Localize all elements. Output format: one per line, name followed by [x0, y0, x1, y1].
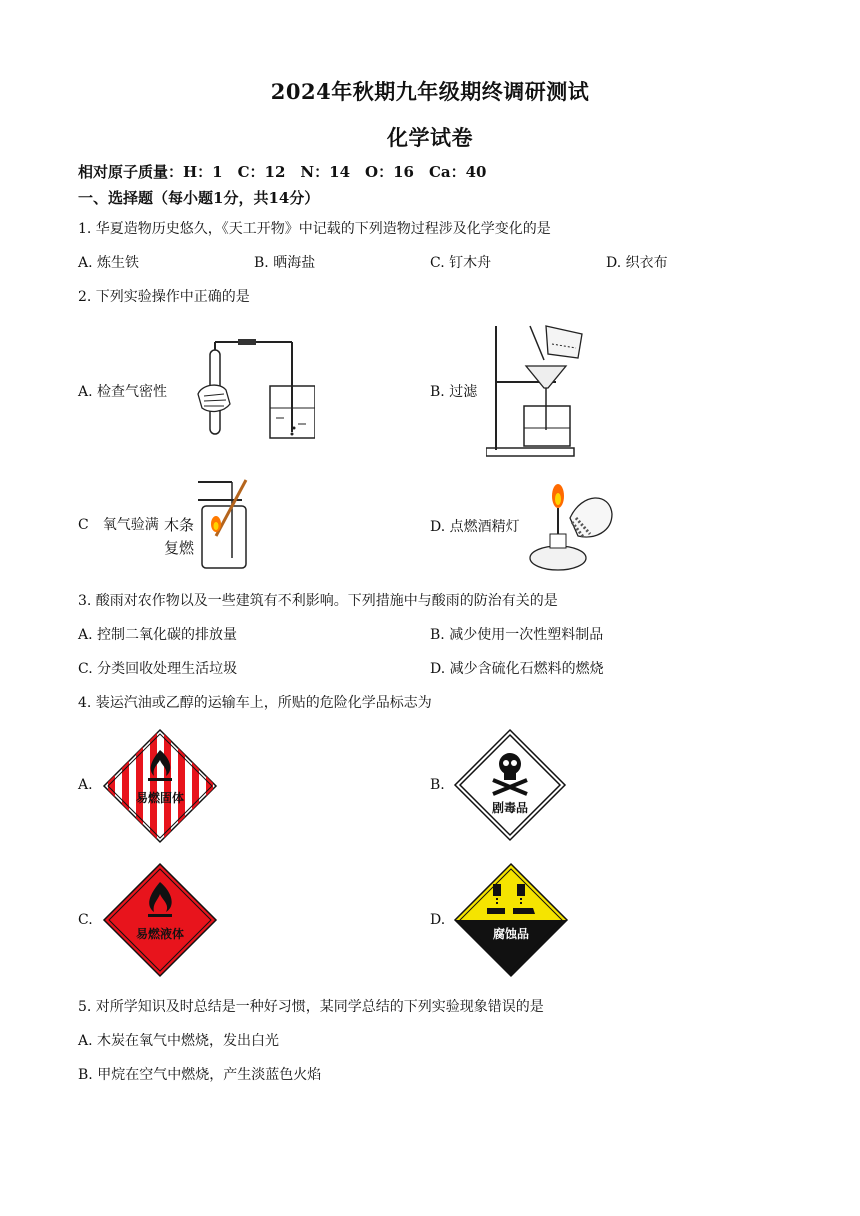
- question-1-stem: 1. 华夏造物历史悠久，《天工开物》中记载的下列造物过程涉及化学变化的是: [78, 221, 551, 237]
- q2-option-d: D. 点燃酒精灯: [430, 519, 520, 535]
- oxygen-test-figure: [198, 478, 258, 570]
- q2-option-b: B. 过滤: [430, 384, 478, 400]
- sign-d-label: 腐蚀品: [492, 927, 530, 941]
- q2-option-a: A. 检查气密性: [78, 384, 168, 400]
- filtration-figure: [486, 320, 590, 458]
- q4-option-c: C.: [78, 912, 93, 928]
- q1-option-d: D. 织衣布: [606, 255, 668, 271]
- q2-option-c: C 氧气验满: [78, 517, 159, 533]
- q5-option-b: B. 甲烷在空气中燃烧，产生淡蓝色火焰: [78, 1067, 322, 1083]
- sign-a-label: 易燃固体: [135, 791, 185, 805]
- q4-option-b: B.: [430, 777, 445, 793]
- q3-option-b: B. 减少使用一次性塑料制品: [430, 627, 604, 643]
- q2-c-figure-text-2: 复燃: [164, 539, 195, 557]
- exam-title: 2024年秋期九年级期终调研测试: [270, 79, 590, 104]
- q1-option-a: A. 炼生铁: [78, 255, 140, 271]
- q3-option-c: C. 分类回收处理生活垃圾: [78, 661, 238, 677]
- q2-c-figure-text-1: 木条: [164, 516, 195, 534]
- sign-b-label: 剧毒品: [491, 801, 529, 815]
- q4-option-a: A.: [78, 777, 93, 793]
- alcohol-lamp-figure: [524, 478, 616, 574]
- question-5-stem: 5. 对所学知识及时总结是一种好习惯，某同学总结的下列实验现象错误的是: [78, 999, 544, 1015]
- airtight-check-figure: [180, 338, 315, 442]
- q4-option-d: D.: [430, 912, 446, 928]
- flammable-solid-sign: [102, 728, 218, 844]
- q1-option-b: B. 晒海盐: [254, 255, 316, 271]
- question-4-stem: 4. 装运汽油或乙醇的运输车上，所贴的危险化学品标志为: [78, 695, 432, 711]
- q3-option-a: A. 控制二氧化碳的排放量: [78, 627, 238, 643]
- corrosive-sign: [453, 862, 569, 978]
- question-2-stem: 2. 下列实验操作中正确的是: [78, 289, 250, 305]
- section-heading: 一、选择题（每小题1分，共14分）: [78, 189, 320, 207]
- exam-subtitle: 化学试卷: [387, 125, 473, 150]
- q5-option-a: A. 木炭在氧气中燃烧，发出白光: [78, 1033, 280, 1049]
- flammable-liquid-sign: [102, 862, 218, 978]
- toxic-sign: [453, 728, 567, 842]
- q3-option-d: D. 减少含硫化石燃料的燃烧: [430, 661, 604, 677]
- question-3-stem: 3. 酸雨对农作物以及一些建筑有不利影响。下列措施中与酸雨的防治有关的是: [78, 593, 558, 609]
- sign-c-label: 易燃液体: [135, 927, 185, 941]
- q1-option-c: C. 钉木舟: [430, 255, 492, 271]
- atomic-masses: 相对原子质量：H：1 C：12 N：14 O：16 Ca：40: [78, 163, 487, 181]
